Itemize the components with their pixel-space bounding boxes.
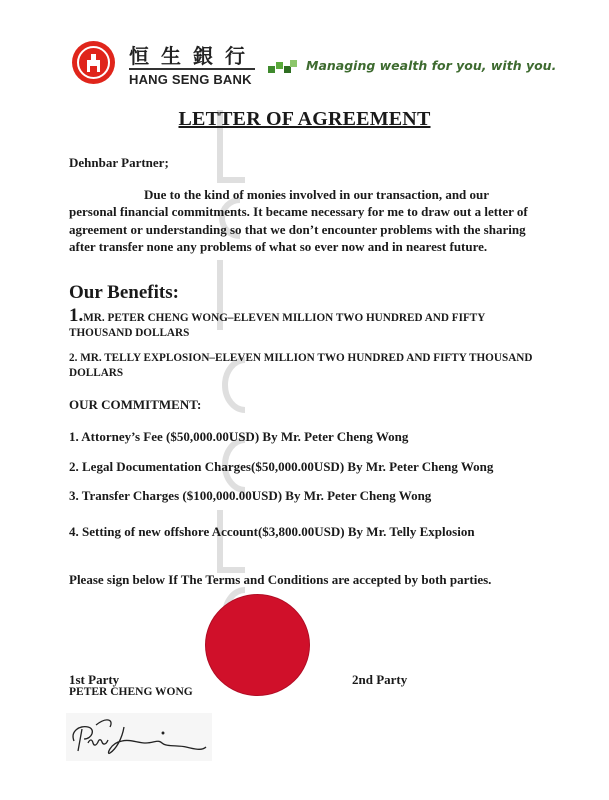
- hang-seng-logo-icon: [72, 41, 115, 84]
- pixel-squares-icon: [268, 58, 298, 74]
- benefit-item: 2. MR. TELLY EXPLOSION–ELEVEN MILLION TWO HUNDRED AND FIFTY THOUSAND DOLLARS: [69, 352, 533, 379]
- intro-paragraph: Due to the kind of monies involved in our transaction, and our personal financial commitments. It became necessary for me to draw out a letter of agreement or understanding so that we don’t encounter problems with the sharing after transfer none any problems of what so ever now and in nearest future.: [69, 187, 528, 254]
- salutation: Dehnbar Partner;: [69, 155, 169, 170]
- benefits-heading: Our Benefits:: [69, 282, 179, 303]
- first-party-label: 1st Party: [69, 672, 120, 687]
- benefit-item: 1.MR. PETER CHENG WONG–ELEVEN MILLION TWO HUNDRED AND FIFTY THOUSAND DOLLARS: [69, 305, 485, 339]
- commitment-item: 3. Transfer Charges ($100,000.00USD) By Mr. Peter Cheng Wong: [69, 488, 432, 503]
- sign-instruction: Please sign below If The Terms and Conditions are accepted by both parties.: [69, 572, 492, 587]
- bank-name: HANG SENG BANK: [129, 72, 252, 87]
- bank-chinese-name: 恒生銀行: [129, 44, 257, 68]
- logo-divider: [129, 68, 255, 70]
- first-party-name: PETER CHENG WONG: [69, 686, 193, 698]
- bank-tagline: Managing wealth for you, with you.: [306, 58, 557, 73]
- commitment-item: 1. Attorney’s Fee ($50,000.00USD) By Mr. Peter Cheng Wong: [69, 429, 409, 444]
- red-seal-icon: [206, 595, 309, 695]
- commitment-item: 4. Setting of new offshore Account($3,800.00USD) By Mr. Telly Explosion: [69, 524, 475, 539]
- handwritten-signature-icon: [66, 713, 212, 761]
- commitment-heading: OUR COMMITMENT:: [69, 397, 202, 412]
- commitment-item: 2. Legal Documentation Charges($50,000.00USD) By Mr. Peter Cheng Wong: [69, 459, 494, 474]
- document-title: LETTER OF AGREEMENT: [178, 108, 431, 130]
- second-party-label: 2nd Party: [352, 672, 408, 687]
